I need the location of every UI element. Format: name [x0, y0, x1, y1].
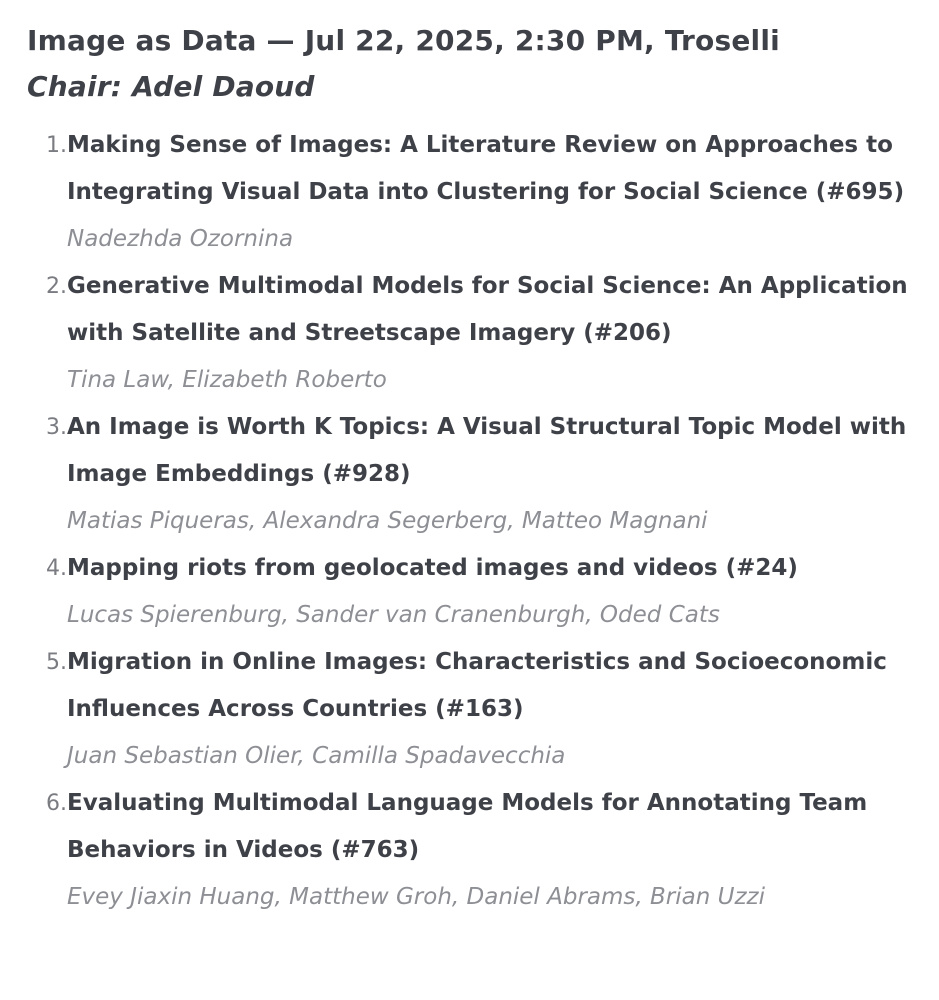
- talk-number: 6.: [46, 791, 67, 816]
- talk-number: 4.: [46, 556, 67, 581]
- talk-number: 3.: [46, 415, 67, 440]
- talk-body: [67, 545, 922, 639]
- talk-authors: Tina Law, Elizabeth Roberto: [67, 367, 387, 393]
- talk-number: 2.: [46, 274, 67, 299]
- talk-authors: Nadezhda Ozornina: [67, 226, 294, 252]
- talk-title: An Image is Worth K Topics: A Visual Structural Topic Model with Image Embeddings (#928): [67, 414, 907, 487]
- talk-body: [67, 404, 922, 545]
- talk-body: [67, 263, 922, 404]
- talk-list: [27, 122, 939, 921]
- talk-authors: Juan Sebastian Olier, Camilla Spadavecchia: [67, 743, 566, 769]
- talk-body: [67, 639, 922, 780]
- list-item: [27, 545, 939, 639]
- talk-number: 1.: [46, 133, 67, 158]
- talk-authors: Evey Jiaxin Huang, Matthew Groh, Daniel Abrams, Brian Uzzi: [67, 884, 766, 910]
- talk-title: Evaluating Multimodal Language Models for Annotating Team Behaviors in Videos (#763): [67, 790, 868, 863]
- talk-body: [67, 122, 922, 263]
- talk-number: 5.: [46, 650, 67, 675]
- list-item: [27, 122, 939, 263]
- session-chair: Chair: Adel Daoud: [27, 70, 315, 103]
- list-item: [27, 639, 939, 780]
- talk-authors: Lucas Spierenburg, Sander van Cranenburgh, Oded Cats: [67, 602, 720, 628]
- talk-title: Mapping riots from geolocated images and videos (#24): [67, 555, 798, 581]
- list-item: [27, 263, 939, 404]
- session-title: Image as Data — Jul 22, 2025, 2:30 PM, Troselli: [27, 24, 780, 57]
- talk-title: Generative Multimodal Models for Social Science: An Application with Satellite and Streetscape Imagery (#206): [67, 273, 908, 346]
- talk-body: [67, 780, 922, 921]
- talk-authors: Matias Piqueras, Alexandra Segerberg, Matteo Magnani: [67, 508, 708, 534]
- talk-title: Making Sense of Images: A Literature Review on Approaches to Integrating Visual Data into Clustering for Social Science (#695): [67, 132, 905, 205]
- list-item: [27, 780, 939, 921]
- talk-title: Migration in Online Images: Characteristics and Socioeconomic Influences Across Countries (#163): [67, 649, 887, 722]
- list-item: [27, 404, 939, 545]
